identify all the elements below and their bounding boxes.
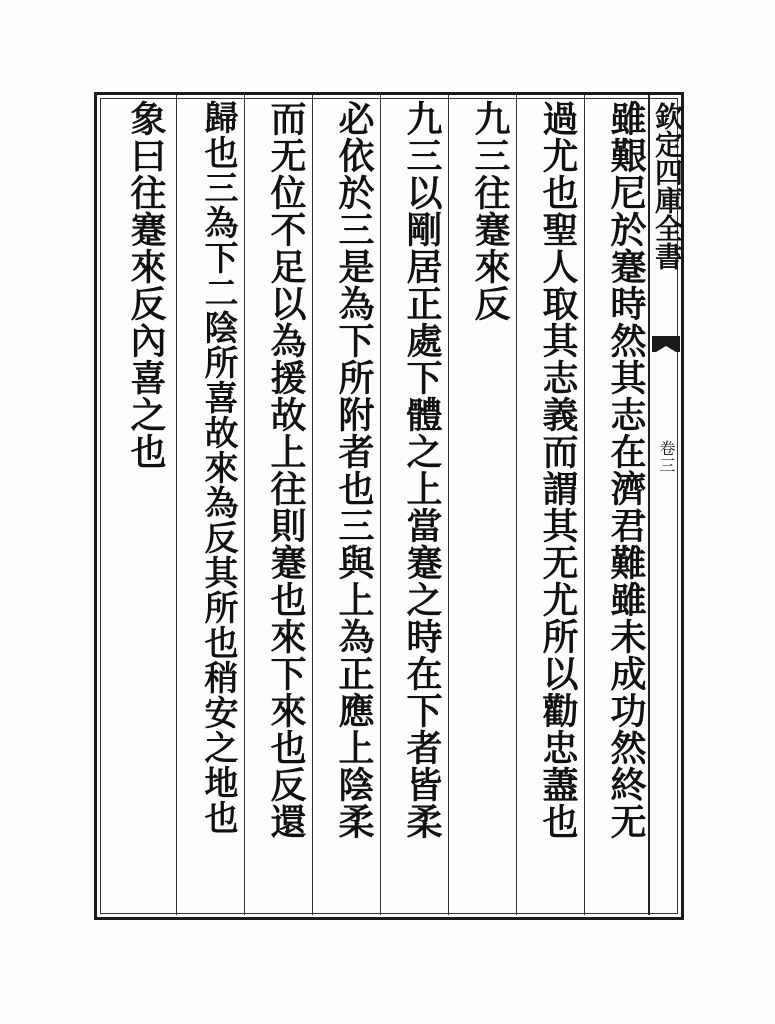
- text-column-5: [332, 100, 376, 910]
- column-text: 九三以剛居正處下體之上當蹇之時在下者皆柔: [401, 100, 443, 840]
- column-text: 象曰往蹇來反內喜之也: [125, 100, 167, 470]
- column-rule: [448, 95, 449, 915]
- book-title: 欽定四庫全書: [651, 102, 684, 270]
- text-column-6: [264, 100, 308, 910]
- column-rule: [312, 95, 313, 915]
- margin-title: [652, 102, 682, 342]
- column-text: 而无位不足以為援故上往則蹇也來下來也反還: [265, 100, 307, 840]
- text-column-7: [196, 100, 240, 910]
- column-rule: [584, 95, 585, 915]
- column-text: 過尤也聖人取其志義而謂其无尤所以勸忠藎也: [537, 100, 579, 840]
- column-text: 雖艱尼於蹇時然其志在濟君難雖未成功然終无: [605, 100, 647, 840]
- text-column-8: [124, 100, 168, 910]
- fishtail-mark: [652, 336, 680, 352]
- volume-label: [656, 440, 678, 500]
- text-column-4: [400, 100, 444, 910]
- column-text: 歸也三為下二陰所喜故來為反其所也稍安之地也: [198, 100, 238, 835]
- column-rule: [244, 95, 245, 915]
- column-text: 必依於三是為下所附者也三與上為正應上陰柔: [333, 100, 375, 840]
- text-column-1: [604, 100, 648, 910]
- volume-number: 卷三: [657, 440, 676, 474]
- column-rule: [516, 95, 517, 915]
- column-rule: [176, 95, 177, 915]
- column-text: 九三往蹇來反: [469, 100, 511, 322]
- text-column-2: [536, 100, 580, 910]
- column-rule: [380, 95, 381, 915]
- page-border: [94, 92, 684, 920]
- text-column-3: [468, 100, 512, 910]
